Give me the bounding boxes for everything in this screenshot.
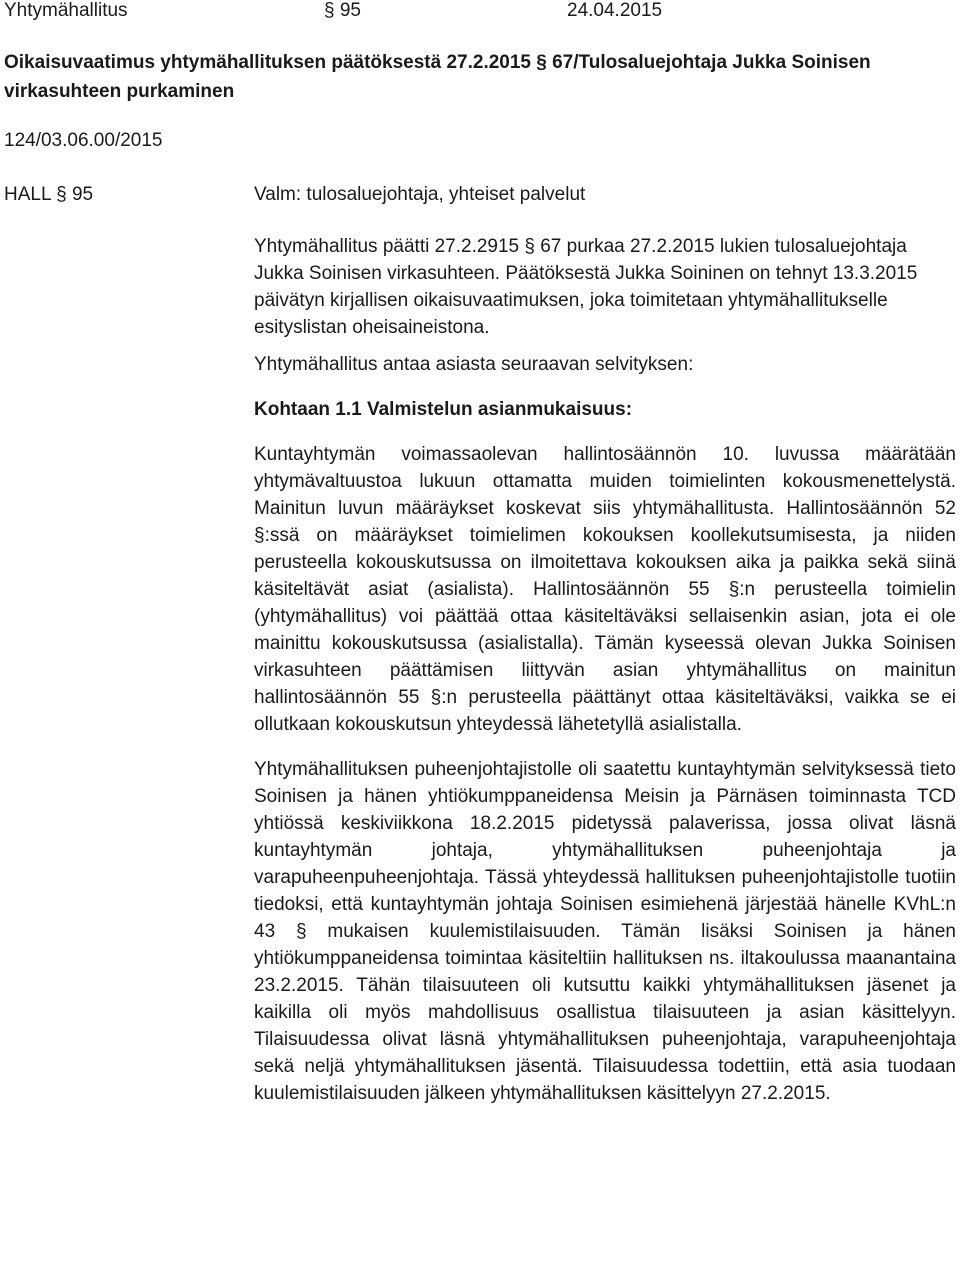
paragraph-meetings: Yhtymähallituksen puheenjohtajistolle oli saatettu kuntayhtymän selvityksessä tieto Soinisen ja hänen yhtiökumppaneidensa Meisin ja Pärnäsen toiminnasta TCD yhtiössä keskiviikkona 18.2.2015 pidetyssä palaverissa, jossa olivat läsnä kuntayhtymän johtaja, yhtymähallituksen puheenjohtaja ja varapuheenpuheenjohtaja. Tässä yhteydessä hallituksen puheenjohtajistolle tuotiin tiedoksi, että kuntayhtymän johtaja Soinisen esimiehenä järjestää hänelle KVhL:n 43 § mukaisen kuulemistilaisuuden. Tämän lisäksi Soinisen ja hänen yhtiökumppaneidensa toimintaa käsiteltiin hallituksen ns. iltakoulussa maanantaina 23.2.2015. Tähän tilaisuuteen oli kutsuttu kaikki yhtymähallituksen jäsenet ja kaikilla oli myös mahdollisuus osallistua tilaisuuteen ja asian käsittelyyn. Tilaisuudessa olivat läsnä yhtymähallituksen puheenjohtaja, varapuheenjohtaja sekä neljä yhtymähallituksen jäsentä. Tilaisuudessa todettiin, että asia tuodaan kuulemistilaisuuden jälkeen yhtymähallituksen käsittelyyn 27.2.2015. <box>254 759 956 1104</box>
hall-reference: HALL § 95 <box>4 184 94 205</box>
paragraph-decision: Yhtymähallitus päätti 27.2.2915 § 67 purkaa 27.2.2015 lukien tulosaluejohtaja Jukka Soinisen virkasuhteen. Päätöksestä Jukka Soininen on tehnyt 13.3.2015 päivätyn kirjallisen oikaisuvaatimuksen, joka toimitetaan yhtymähallitukselle esityslistan oheisaineistona. <box>254 236 918 338</box>
document-title: Oikaisuvaatimus yhtymähallituksen päätöksestä 27.2.2015 § 67/Tulosaluejohtaja Jukka Soinisen virkasuhteen purkaminen <box>4 52 871 102</box>
header-organization: Yhtymähallitus <box>4 0 128 21</box>
paragraph-rules: Kuntayhtymän voimassaolevan hallintosäännön 10. luvussa määrätään yhtymävaltuustoa lukuun ottamatta muiden toimielinten kokousmenettelystä. Mainitun luvun määräykset koskevat siis yhtymähallitusta. Hallintosäännön 52 §:ssä on määräykset toimielimen kokouksen koollekutsumisesta, ja niiden perusteella kokouskutsussa on ilmoitettava kokouksen aika ja paikka sekä siinä käsiteltävät asiat (asialista). Hallintosäännön 55 §:n perusteella toimielin (yhtymähallitus) voi päättää ottaa käsiteltäväksi sellaisenkin asian, jota ei ole mainittu kokouskutsussa (asialistalla). Tämän kyseessä olevan Jukka Soinisen virkasuhteen päättämisen liittyvän asian yhtymähallitus on mainitun hallintosäännön 55 §:n perusteella päättänyt ottaa käsiteltäväksi, vaikka se ei ollutkaan kokouskutsun yhteydessä lähetetyllä asialistalla. <box>254 444 956 735</box>
paragraph-intro: Yhtymähallitus antaa asiasta seuraavan selvityksen: <box>254 354 694 375</box>
document-body <box>254 233 956 1107</box>
header-date: 24.04.2015 <box>567 0 663 21</box>
header-section: § 95 <box>324 0 361 21</box>
document-number: 124/03.06.00/2015 <box>4 130 163 151</box>
page-header <box>4 0 952 24</box>
preparer-line: Valm: tulosaluejohtaja, yhteiset palvelut <box>254 184 586 205</box>
subheading-1-1: Kohtaan 1.1 Valmistelun asianmukaisuus: <box>254 399 633 420</box>
